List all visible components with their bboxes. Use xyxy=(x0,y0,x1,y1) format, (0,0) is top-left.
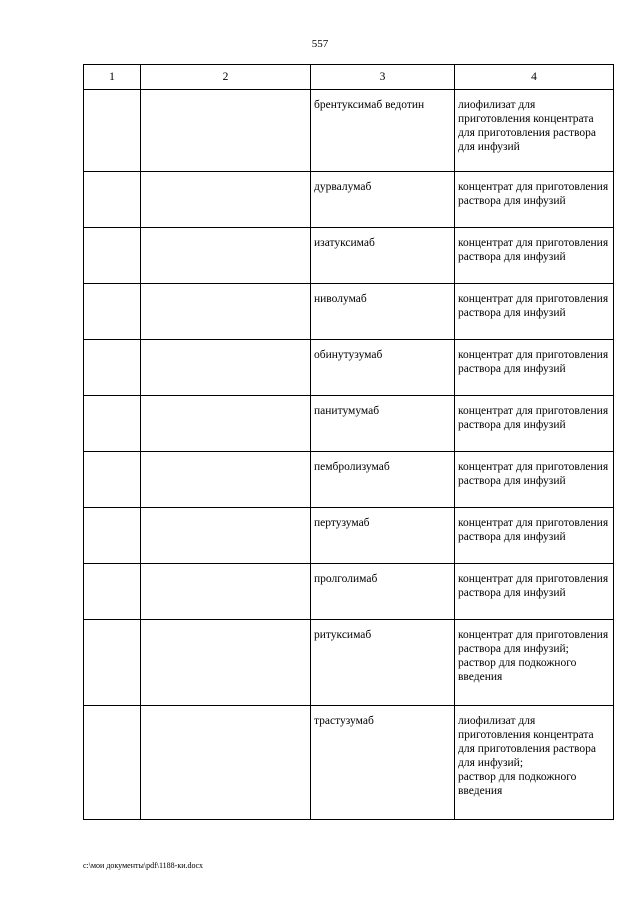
cell-drug-name xyxy=(311,228,455,284)
dosage-form-text xyxy=(455,508,613,548)
cell-dosage-form xyxy=(455,508,614,564)
cell-col1 xyxy=(84,90,141,172)
cell-col2 xyxy=(141,452,311,508)
cell-col2 xyxy=(141,620,311,706)
cell-col1 xyxy=(84,340,141,396)
cell-col1 xyxy=(84,508,141,564)
table-row xyxy=(84,228,614,284)
cell-col1 xyxy=(84,620,141,706)
cell-col2 xyxy=(141,706,311,820)
dosage-form-line: концентрат для приготовления раствора для инфузий xyxy=(458,405,609,431)
drug-table xyxy=(83,64,614,820)
column-header-4: 4 xyxy=(455,65,614,90)
cell-col1 xyxy=(84,452,141,508)
dosage-form-text xyxy=(455,340,613,380)
dosage-form-line: концентрат для приготовления раствора для инфузий xyxy=(458,293,609,319)
drug-name-text: изатуксимаб xyxy=(314,237,375,249)
cell-drug-name xyxy=(311,508,455,564)
drug-name-text: брентуксимаб ведотин xyxy=(314,99,425,111)
dosage-form-line: раствор для подкожного введения xyxy=(458,657,577,683)
cell-col2 xyxy=(141,228,311,284)
dosage-form-line: концентрат для приготовления раствора для инфузий xyxy=(458,573,609,599)
dosage-form-line: раствор для подкожного введения xyxy=(458,771,577,797)
cell-drug-name xyxy=(311,340,455,396)
dosage-form-text xyxy=(455,564,613,604)
dosage-form-line: концентрат для приготовления раствора для инфузий xyxy=(458,349,609,375)
dosage-form-line: концентрат для приготовления раствора для инфузий xyxy=(458,517,609,543)
cell-drug-name xyxy=(311,706,455,820)
table-row xyxy=(84,90,614,172)
drug-name-text: трастузумаб xyxy=(314,715,374,727)
dosage-form-line: лиофилизат для приготовления концентрата для приготовления раствора для инфузий; xyxy=(458,715,596,769)
cell-drug-name xyxy=(311,284,455,340)
dosage-form-text xyxy=(455,284,613,324)
table-header-row xyxy=(84,65,614,90)
drug-name-text: пертузумаб xyxy=(314,517,370,529)
cell-dosage-form xyxy=(455,228,614,284)
page-number: 557 xyxy=(311,38,329,50)
cell-drug-name xyxy=(311,90,455,172)
dosage-form-line: концентрат для приготовления раствора для инфузий xyxy=(458,181,609,207)
cell-drug-name xyxy=(311,396,455,452)
cell-col2 xyxy=(141,90,311,172)
table-row xyxy=(84,284,614,340)
cell-dosage-form xyxy=(455,172,614,228)
cell-dosage-form xyxy=(455,396,614,452)
table-row xyxy=(84,452,614,508)
column-header-3: 3 xyxy=(311,65,455,90)
drug-name-text: обинутузумаб xyxy=(314,349,383,361)
cell-dosage-form xyxy=(455,564,614,620)
table-row xyxy=(84,508,614,564)
cell-col1 xyxy=(84,172,141,228)
table-row xyxy=(84,172,614,228)
cell-dosage-form xyxy=(455,284,614,340)
table-body xyxy=(84,90,614,820)
footer-file-path: c:\мои документы\pdf\1188-ки.docx xyxy=(83,861,204,870)
cell-col1 xyxy=(84,228,141,284)
dosage-form-line: концентрат для приготовления раствора для инфузий xyxy=(458,237,609,263)
drug-name-text: пембролизумаб xyxy=(314,461,390,473)
table-row xyxy=(84,620,614,706)
table-row xyxy=(84,340,614,396)
drug-name-text: ритуксимаб xyxy=(314,629,372,641)
cell-col2 xyxy=(141,396,311,452)
drug-name-text: пролголимаб xyxy=(314,573,378,585)
drug-name-text: ниволумаб xyxy=(314,293,367,305)
cell-dosage-form xyxy=(455,620,614,706)
dosage-form-text xyxy=(455,90,613,158)
drug-name-text: дурвалумаб xyxy=(314,181,372,193)
table-row xyxy=(84,564,614,620)
dosage-form-line: концентрат для приготовления раствора для инфузий xyxy=(458,461,609,487)
cell-dosage-form xyxy=(455,90,614,172)
cell-dosage-form xyxy=(455,706,614,820)
cell-col1 xyxy=(84,396,141,452)
column-header-1: 1 xyxy=(84,65,141,90)
dosage-form-text xyxy=(455,172,613,212)
cell-dosage-form xyxy=(455,340,614,396)
dosage-form-text xyxy=(455,228,613,268)
dosage-form-text xyxy=(455,452,613,492)
cell-col2 xyxy=(141,508,311,564)
table-row xyxy=(84,396,614,452)
dosage-form-text xyxy=(455,396,613,436)
cell-col1 xyxy=(84,706,141,820)
cell-col1 xyxy=(84,284,141,340)
cell-dosage-form xyxy=(455,452,614,508)
cell-drug-name xyxy=(311,564,455,620)
drug-name-text: панитумумаб xyxy=(314,405,380,417)
cell-col2 xyxy=(141,172,311,228)
column-header-2: 2 xyxy=(141,65,311,90)
cell-drug-name xyxy=(311,172,455,228)
dosage-form-text xyxy=(455,706,613,802)
cell-col2 xyxy=(141,284,311,340)
dosage-form-text xyxy=(455,620,613,688)
cell-col1 xyxy=(84,564,141,620)
dosage-form-line: лиофилизат для приготовления концентрата для приготовления раствора для инфузий xyxy=(458,99,596,153)
cell-drug-name xyxy=(311,452,455,508)
cell-col2 xyxy=(141,564,311,620)
table-row xyxy=(84,706,614,820)
cell-col2 xyxy=(141,340,311,396)
cell-drug-name xyxy=(311,620,455,706)
dosage-form-line: концентрат для приготовления раствора для инфузий; xyxy=(458,629,609,655)
